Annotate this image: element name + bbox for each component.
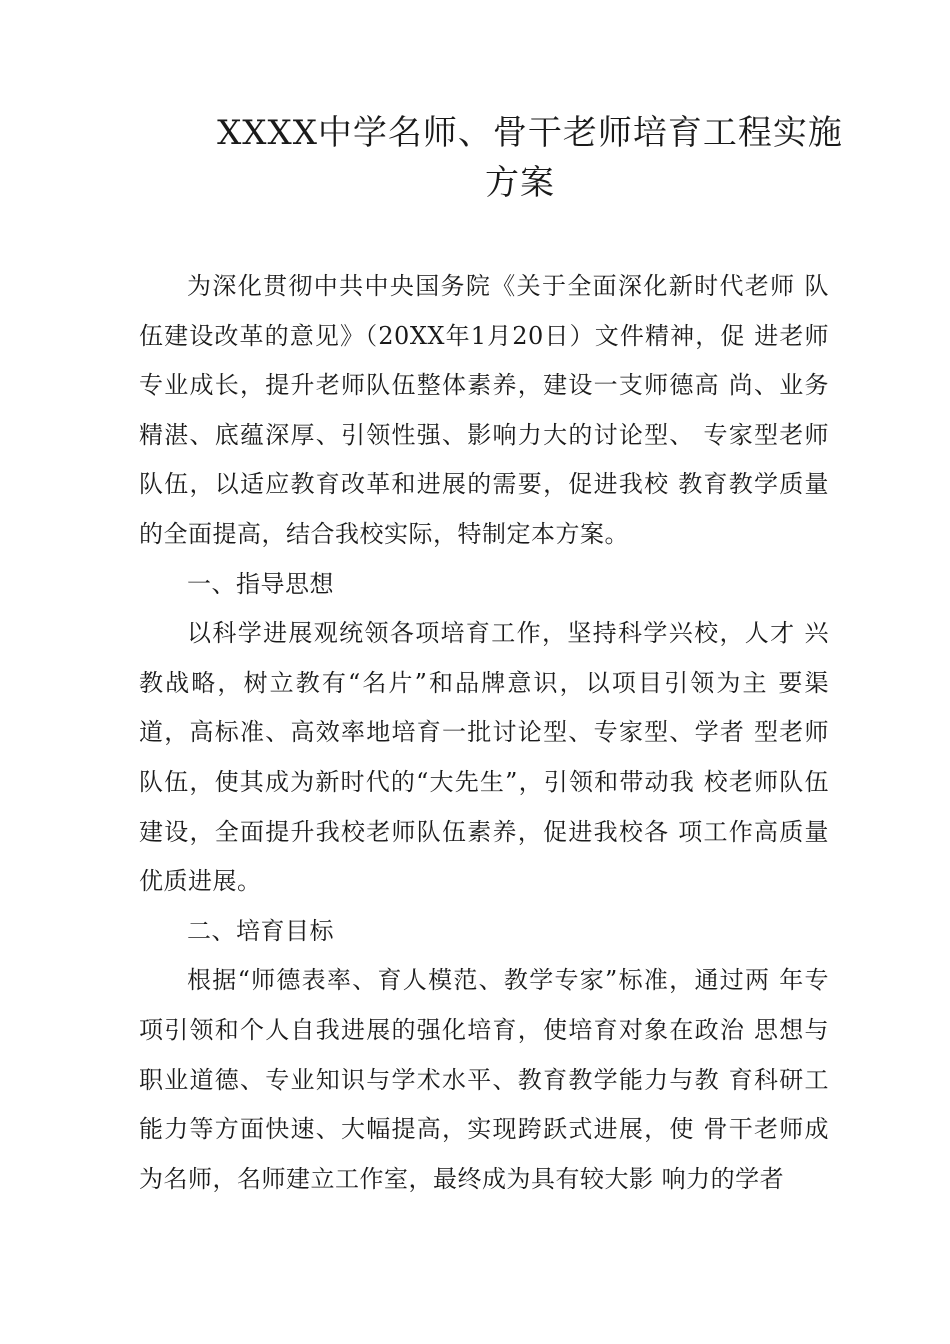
title-line-2: 方案	[485, 163, 555, 203]
title-line-1: XXXX中学名师、骨干老师培育工程实施	[217, 113, 843, 153]
paragraph-training-goals: 根据“师德表率、育人模范、教学专家”标准，通过两 年专项引领和个人自我进展的强化培育，使培育对象在政治 思想与职业道德、专业知识与学术水平、教育教学能力与教 育科研工能力等方面快速、大幅提高，实现跨跃式进展，使 骨干老师成为名师，名师建立工作室，最终成为具有较大影 响力的学者	[139, 966, 829, 1193]
paragraph-guiding-ideology: 以科学进展观统领各项培育工作，坚持科学兴校，人才 兴教战略，树立教有“名片”和品牌意识，以项目引领为主 要渠道，高标准、高效率地培育一批讨论型、专家型、学者 型老师队伍，使其成为新时代的“大先生”，引领和带动我 校老师队伍建设，全面提升我校老师队伍素养，促进我校各 项工作高质量优质进展。	[139, 619, 829, 896]
paragraph-intro: 为深化贯彻中共中央国务院《关于全面深化新时代老师 队伍建设改革的意见》（20XX年1月20日）文件精神，促 进老师专业成长，提升老师队伍整体素养，建设一支师德高 尚、业务精湛、底蕴深厚、引领性强、影响力大的讨论型、 专家型老师队伍，以适应教育改革和进展的需要，促进我校 教育教学质量的全面提高，结合我校实际，特制定本方案。	[139, 272, 829, 548]
document-title	[140, 108, 900, 208]
section-heading-guiding-ideology: 一、指导思想	[187, 569, 334, 598]
section-heading-training-goals: 二、培育目标	[187, 916, 334, 945]
document-body	[139, 262, 829, 1204]
